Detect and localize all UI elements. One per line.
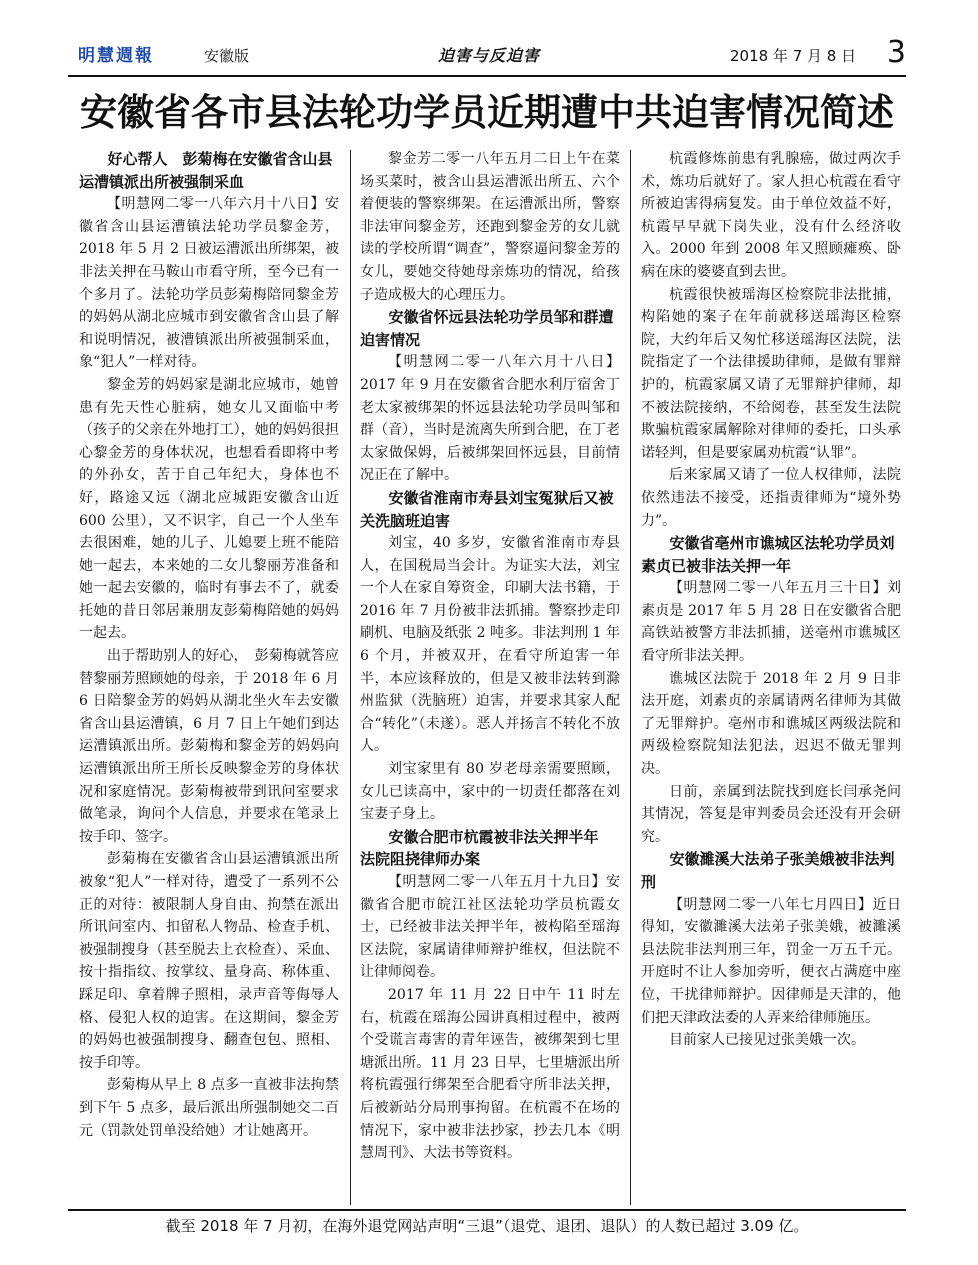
- article-paragraph: 出于帮助别人的好心， 彭菊梅就答应替黎丽芳照顾她的母亲，于 2018 年 6 月 6 日陪黎金芳的妈妈从湖北坐火车去安徽省含山县运漕镇，6 月 7 日上午她们到达运漕镇派出所。彭菊梅和黎金芳的妈妈向运漕镇派出所王所长反映黎金芳的身体状况和家庭情况。彭菊梅被带到讯问室要求做笔录，询问个人信息，并要求在笔录上按手印、签字。: [79, 648, 339, 845]
- article-paragraph: 黎金芳二零一八年五月二日上午在菜场买菜时，被含山县运漕派出所五、六个着便装的警察绑架。在运漕派出所，警察非法审问黎金芳，还跑到黎金芳的女儿就读的学校所谓“调查”，警察逼问黎金芳的女儿，要她交待她母亲炼功的情况，给孩子造成极大的心理压力。: [360, 151, 620, 303]
- article-paragraph: 【明慧网二零一八年五月三十日】刘素贞是 2017 年 5 月 28 日在安徽省合肥高铁站被警方非法抓捕，送亳州市谯城区看守所非法关押。: [641, 580, 901, 665]
- article-title: 好心帮人 彭菊梅在安徽省含山县运漕镇派出所被强制采血: [79, 150, 333, 191]
- column-divider: [630, 150, 631, 1205]
- article-column-1: [79, 148, 339, 1208]
- article-column-3: [641, 148, 901, 1208]
- article-title: 安徽省怀远县法轮功学员邹和群遭迫害情况: [360, 308, 614, 349]
- article-title: 安徽濉溪大法弟子张美娥被非法判刑: [641, 850, 895, 891]
- article-paragraph: 【明慧网二零一八年七月四日】近日得知，安徽濉溪大法弟子张美娥，被濉溪县法院非法判刑三年，罚金一万五千元。开庭时不让人参加旁听，便衣占满庭中座位，干扰律师辩护。因律师是天津的，他们把天津政法委的人弄来给律师施压。: [641, 896, 901, 1026]
- page-number: 3: [886, 35, 906, 70]
- article-title: 安徽合肥市杭霞被非法关押半年 法院阻挠律师办案: [360, 827, 614, 869]
- article-paragraph: 【明慧网二零一八年六月十八日】2017 年 9 月在安徽省合肥水利厅宿舍丁老太家被绑架的怀远县法轮功学员叫邹和群（音），当时是流离失所到合肥，在丁老太家做保姆，后被绑架回怀远县，目前情况正在了解中。: [360, 354, 620, 484]
- article-paragraph: 杭霞很快被瑶海区检察院非法批捕，构陷她的案子在年前就移送瑶海区检察院，大约年后又匆忙移送瑶海区法院，法院指定了一个法律援助律师，是做有罪辩护的，杭霞家属又请了无罪辩护律师，却不被法院接纳，不给阅卷，甚至发生法院欺骗杭霞家属解除对律师的委托，口头承诺轻判，但是要家属劝杭霞“认罪”。: [641, 286, 901, 461]
- article-title: 安徽省亳州市谯城区法轮功学员刘素贞已被非法关押一年: [641, 534, 895, 575]
- article-paragraph: 【明慧网二零一八年五月十九日】安徽省合肥市皖江社区法轮功学员杭霞女士，已经被非法关押半年，被构陷至瑶海区法院，家属请律师辩护维权，但法院不让律师阅卷。: [360, 874, 620, 981]
- article-paragraph: 日前，亲属到法院找到庭长闫承尧问其情况，答复是审判委员会还没有开会研究。: [641, 783, 901, 845]
- article-paragraph: 刘宝家里有 80 岁老母亲需要照顾，女儿已读高中，家中的一切责任都落在刘宝妻子身上。: [360, 761, 620, 823]
- section-title: 迫害与反迫害: [438, 46, 541, 65]
- article-paragraph: 2017 年 11 月 22 日中午 11 时左右，杭霞在瑶海公园讲真相过程中，被两个受谎言毒害的青年诬告，被绑架到七里塘派出所。11 月 23 日早，七里塘派出所将杭霞强行绑架至合肥看守所非法关押，后被新站分局刑事拘留。在杭霞不在场的情况下，家中被非法抄家，抄去几本《明慧周刊》、大法书等资料。: [360, 986, 620, 1162]
- column-divider: [350, 150, 351, 1205]
- footer-notice: 截至 2018 年 7 月初，在海外退党网站声明“三退”（退党、退团、退队）的人数已超过 3.09 亿。: [165, 1217, 809, 1235]
- page-header: [68, 35, 906, 72]
- article-paragraph: 后来家属又请了一位人权律师，法院依然违法不接受，还指责律师为“境外势力”。: [641, 467, 901, 529]
- footer-rule: [68, 1209, 906, 1211]
- edition-label: 安徽版: [204, 47, 250, 65]
- article-paragraph: 黎金芳的妈妈家是湖北应城市，她曾患有先天性心脏病，她女儿又面临中考（孩子的父亲在外地打工），她的妈妈很担心黎金芳的身体状况，也想看看即将中考的外孙女，苦于自己年纪大，身体也不好，路途又远（湖北应城距安徽含山近 600 公里），又不识字，自己一个人坐车去很困难，她的儿子、儿媳要上班不能陪她一起去，本来她的二女儿黎丽芳准备和她一起去安徽的，临时有事去不了，就委托她的昔日邻居兼朋友彭菊梅陪她的妈妈一起去。: [79, 376, 339, 642]
- header-rule: [68, 75, 906, 77]
- article-column-2: [360, 148, 620, 1208]
- article-paragraph: 【明慧网二零一八年六月十八日】安徽省含山县运漕镇法轮功学员黎金芳，2018 年 5 月 2 日被运漕派出所绑架，被非法关押在马鞍山市看守所，至今已有一个多月了。法轮功学员彭菊梅陪同黎金芳的妈妈从湖北应城市到安徽省含山县了解和说明情况，被漕镇派出所被强制采血，象“犯人”一样对待。: [79, 196, 339, 371]
- page-headline: 安徽省各市县法轮功学员近期遭中共迫害情况简述: [80, 91, 894, 134]
- article-paragraph: 目前家人已接见过张美娥一次。: [669, 1032, 865, 1049]
- article-paragraph: 彭菊梅在安徽省含山县运漕镇派出所被象“犯人”一样对待，遭受了一系列不公正的对待：被限制人身自由、拘禁在派出所讯问室内、扣留私人物品、检查手机、被强制搜身（甚至脱去上衣检查）、采血、按十指指纹、按掌纹、量身高、称体重、踩足印、拿着牌子照相，录声音等侮辱人格、侵犯人权的迫害。在这期间，黎金芳的妈妈也被强制搜身、翻查包包、照相、按手印等。: [79, 851, 339, 1071]
- article-paragraph: 刘宝，40 多岁，安徽省淮南市寿县人，在国税局当会计。为证实大法，刘宝一个人在家自筹资金，印刷大法书籍，于 2016 年 7 月份被非法抓捕。警察抄走印刷机、电脑及纸张 2 吨多。非法判刑 1 年 6 个月，并被双开，在看守所迫害一年半，本应该释放的，但是又被非法转到滁州监狱（洗脑班）迫害，并要求其家人配合“转化”（未遂）。恶人并扬言不转化不放人。: [360, 535, 620, 755]
- article-paragraph: 彭菊梅从早上 8 点多一直被非法拘禁到下午 5 点多，最后派出所强制她交二百元（罚款处罚单没给她）才让她离开。: [79, 1077, 339, 1139]
- article-paragraph: 杭霞修炼前患有乳腺癌，做过两次手术，炼功后就好了。家人担心杭霞在看守所被迫害得病复发。由于单位效益不好，杭霞早早就下岗失业，没有什么经济收入。2000 年到 2008 年又照顾瘫痪、卧病在床的婆婆直到去世。: [641, 151, 901, 280]
- publication-name: 明慧週報: [78, 46, 154, 66]
- issue-date: 2018 年 7 月 8 日: [730, 47, 857, 65]
- article-paragraph: 谯城区法院于 2018 年 2 月 9 日非法开庭，刘素贞的亲属请两名律师为其做了无罪辩护。亳州市和谯城区两级法院和两级检察院知法犯法，迟迟不做无罪判决。: [641, 670, 901, 778]
- article-title: 安徽省淮南市寿县刘宝冤狱后又被关洗脑班迫害: [360, 488, 614, 530]
